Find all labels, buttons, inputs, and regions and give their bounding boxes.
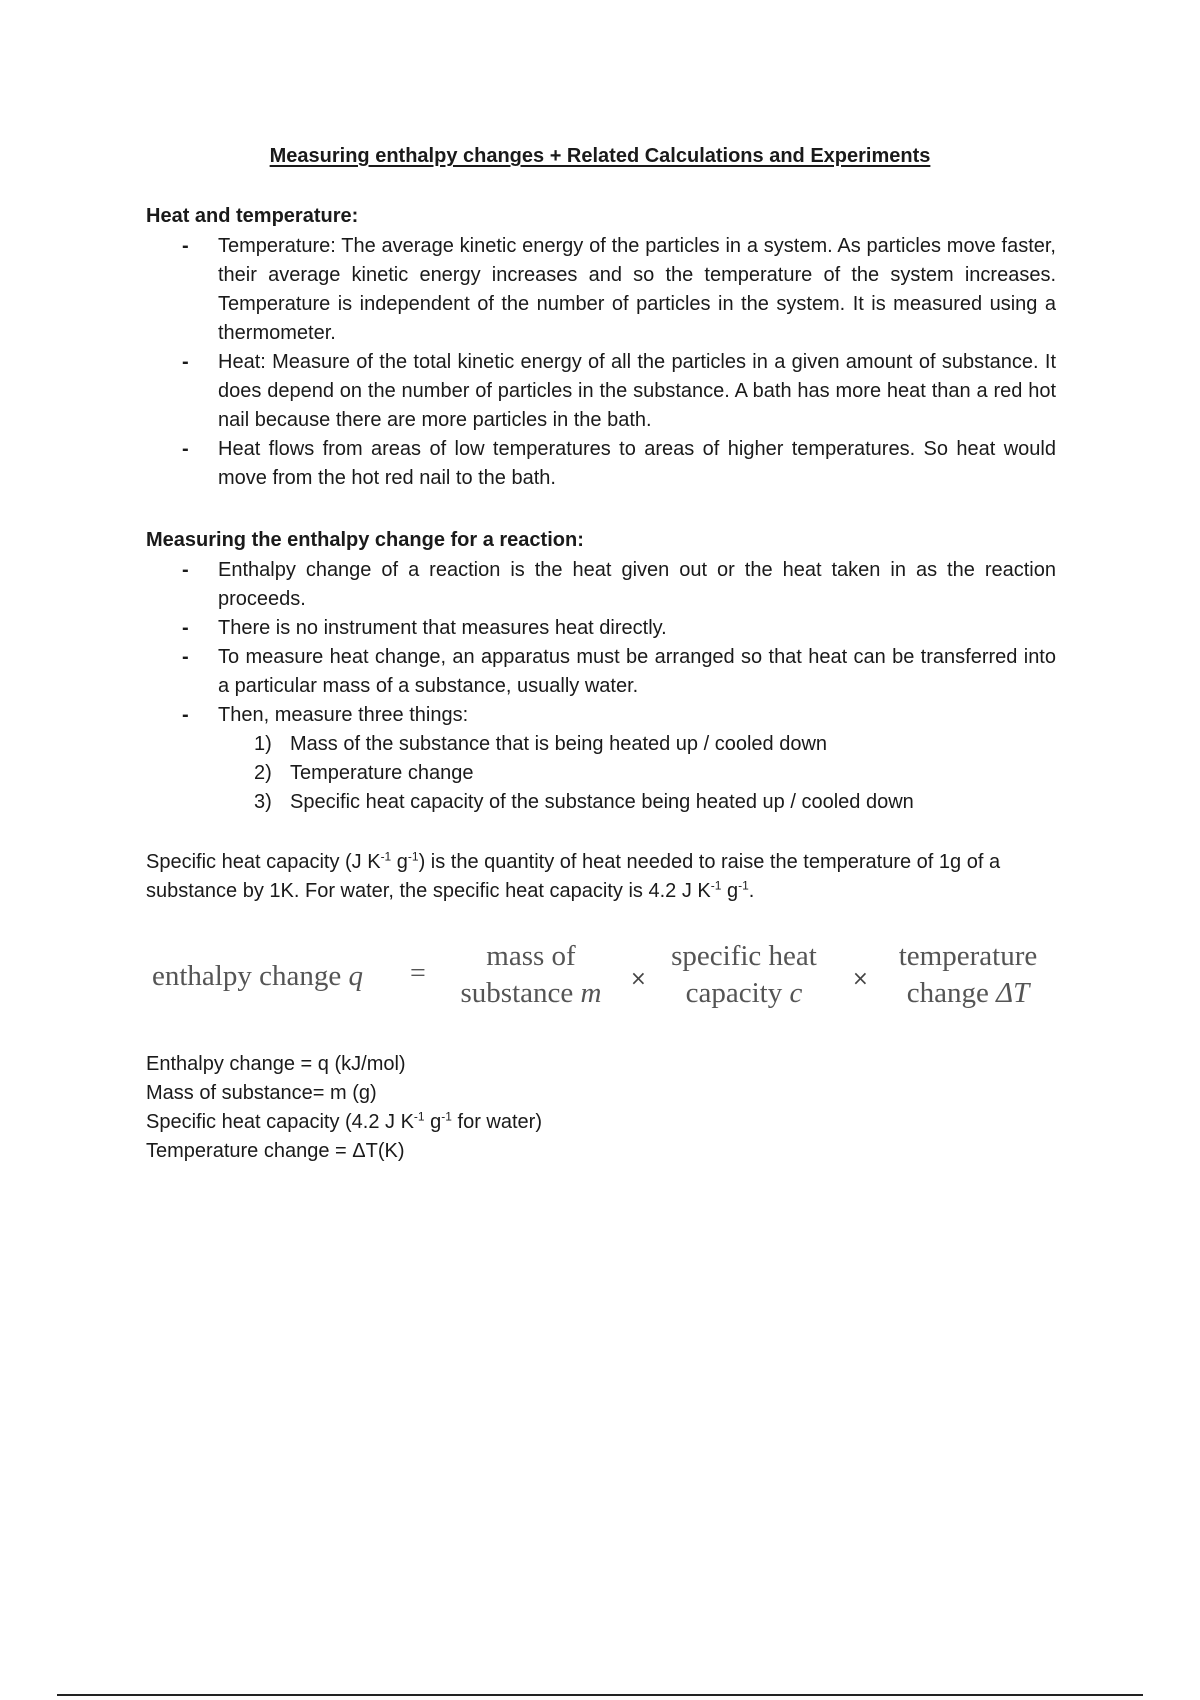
formula-text: capacity [685,977,790,1009]
formula-text: temperature [898,940,1038,972]
variable-definitions [146,1050,542,1166]
formula-variable: m [580,977,602,1009]
superscript: -1 [407,849,419,864]
definition-temperature: Temperature change = ΔT(K) [146,1140,405,1162]
formula-text: change [906,977,997,1009]
item-number: 3) [254,791,272,813]
footer-divider [57,1694,1143,1696]
list-item: - There is no instrument that measures heat directly. [146,614,1056,643]
section-heading-heat-temperature: Heat and temperature: [146,205,359,227]
formula-variable: ΔT [996,977,1030,1009]
heat-temperature-list [146,232,1056,493]
enthalpy-measurement-list [146,556,1056,817]
formula-term-specific-heat [652,938,836,1012]
list-item: - To measure heat change, an apparatus must be arranged so that heat can be transferred into a particular mass of a substance, usually water. [146,643,1056,701]
item-text: Temperature change [290,762,474,784]
text-run: ) is the quantity of heat needed to raise the temperature of 1g of a substance by 1K. For water, the specific heat capacity is 4.2 J K [146,851,1001,902]
numbered-item [254,759,1056,788]
equals-sign: = [410,958,426,989]
formula-text: enthalpy change [152,960,349,992]
multiply-sign: × [630,966,647,990]
specific-heat-capacity-paragraph [146,848,1056,906]
definition-mass: Mass of substance= m (g) [146,1082,377,1104]
enthalpy-formula [146,938,1056,1018]
list-item: - Heat flows from areas of low temperatures to areas of higher temperatures. So heat would move from the hot red nail to the bath. [146,435,1056,493]
text-run: g [721,880,739,902]
page-title: Measuring enthalpy changes + Related Calculations and Experiments [269,145,931,167]
multiply-sign: × [852,966,869,990]
text-run: Specific heat capacity (J K [146,851,381,873]
text-run: Specific heat capacity (4.2 J K [146,1111,414,1133]
list-item [146,701,1056,817]
superscript: -1 [710,878,722,893]
definition-enthalpy: Enthalpy change = q (kJ/mol) [146,1053,406,1075]
formula-text: specific heat [671,940,817,972]
formula-term-temperature [880,938,1056,1012]
formula-text: substance [460,977,581,1009]
text-run: g [391,851,408,873]
item-text: Specific heat capacity of the substance being heated up / cooled down [290,791,914,813]
formula-variable: q [348,960,363,992]
text-run: g [424,1111,442,1133]
item-number: 1) [254,733,272,755]
list-item: - Heat: Measure of the total kinetic energy of all the particles in a given amount of substance. It does depend on the number of particles in the substance. A bath has more heat than a red hot nail because there are more particles in the bath. [146,348,1056,435]
section-heading-enthalpy-measurement: Measuring the enthalpy change for a reaction: [146,529,584,551]
definition-shc [146,1108,542,1137]
measurement-steps-list [218,730,1056,817]
list-item: - Enthalpy change of a reaction is the heat given out or the heat taken in as the reaction proceeds. [146,556,1056,614]
numbered-item [254,788,1056,817]
item-text: Mass of the substance that is being heated up / cooled down [290,733,828,755]
formula-text: mass of [486,940,576,972]
numbered-item [254,730,1056,759]
superscript: -1 [413,1109,425,1124]
text-run: . [748,880,755,902]
item-number: 2) [254,762,272,784]
list-item: - Temperature: The average kinetic energy of the particles in a system. As particles move faster, their average kinetic energy increases and so the temperature of the system increases. Temperature is independent of the number of particles in the system. It is measured using a thermometer. [146,232,1056,348]
list-item-text: Then, measure three things: [218,704,469,726]
formula-lhs [152,958,363,995]
superscript: -1 [380,849,392,864]
formula-variable: c [789,977,803,1009]
superscript: -1 [441,1109,452,1124]
text-run: for water) [451,1111,542,1133]
superscript: -1 [738,878,749,893]
formula-term-mass [446,938,616,1012]
